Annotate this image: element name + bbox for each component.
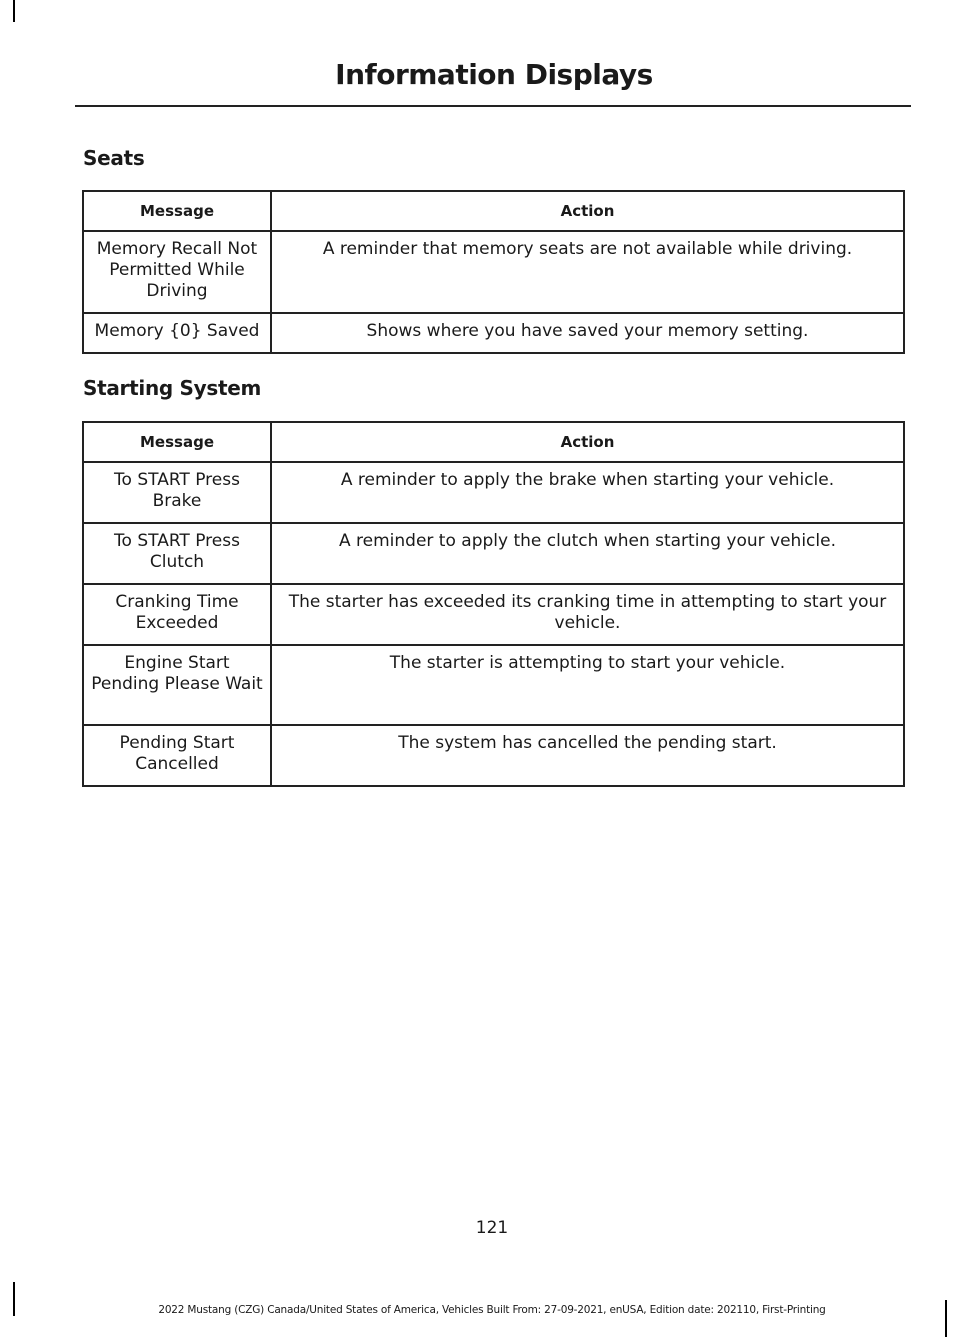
table-row <box>83 523 904 584</box>
message-cell: Memory {0} Saved <box>83 313 271 353</box>
column-header-action: Action <box>271 191 904 231</box>
footer-edition-info: 2022 Mustang (CZG) Canada/United States of America, Vehicles Built From: 27-09-2021, enUSA, Edition date: 202110, First-Printing <box>158 1304 826 1316</box>
seats-table <box>82 190 905 354</box>
action-cell: The system has cancelled the pending start. <box>271 725 904 786</box>
message-cell: Memory Recall Not Permitted While Driving <box>83 231 271 313</box>
table-row <box>83 584 904 645</box>
message-cell: Cranking Time Exceeded <box>83 584 271 645</box>
table-row <box>83 725 904 786</box>
action-cell: A reminder that memory seats are not available while driving. <box>271 231 904 313</box>
action-cell: A reminder to apply the brake when starting your vehicle. <box>271 462 904 523</box>
section-title-seats: Seats <box>83 146 145 170</box>
starting-system-table <box>82 421 905 787</box>
message-cell: Pending Start Cancelled <box>83 725 271 786</box>
table-row <box>83 231 904 313</box>
action-cell: A reminder to apply the clutch when starting your vehicle. <box>271 523 904 584</box>
column-header-message: Message <box>83 422 271 462</box>
column-header-action: Action <box>271 422 904 462</box>
page-title: Information Displays <box>335 58 653 91</box>
action-cell: The starter is attempting to start your vehicle. <box>271 645 904 725</box>
action-cell: Shows where you have saved your memory setting. <box>271 313 904 353</box>
action-cell: The starter has exceeded its cranking time in attempting to start your vehicle. <box>271 584 904 645</box>
message-cell: Engine Start Pending Please Wait <box>83 645 271 725</box>
page-number: 121 <box>475 1218 509 1238</box>
crop-mark-top-left <box>13 0 15 22</box>
table-header-row <box>83 422 904 462</box>
table-row <box>83 313 904 353</box>
message-cell: To START Press Brake <box>83 462 271 523</box>
table-row <box>83 462 904 523</box>
table-header-row <box>83 191 904 231</box>
table-row <box>83 645 904 725</box>
section-title-starting-system: Starting System <box>83 376 262 400</box>
message-cell: To START Press Clutch <box>83 523 271 584</box>
column-header-message: Message <box>83 191 271 231</box>
header-divider <box>75 105 911 107</box>
